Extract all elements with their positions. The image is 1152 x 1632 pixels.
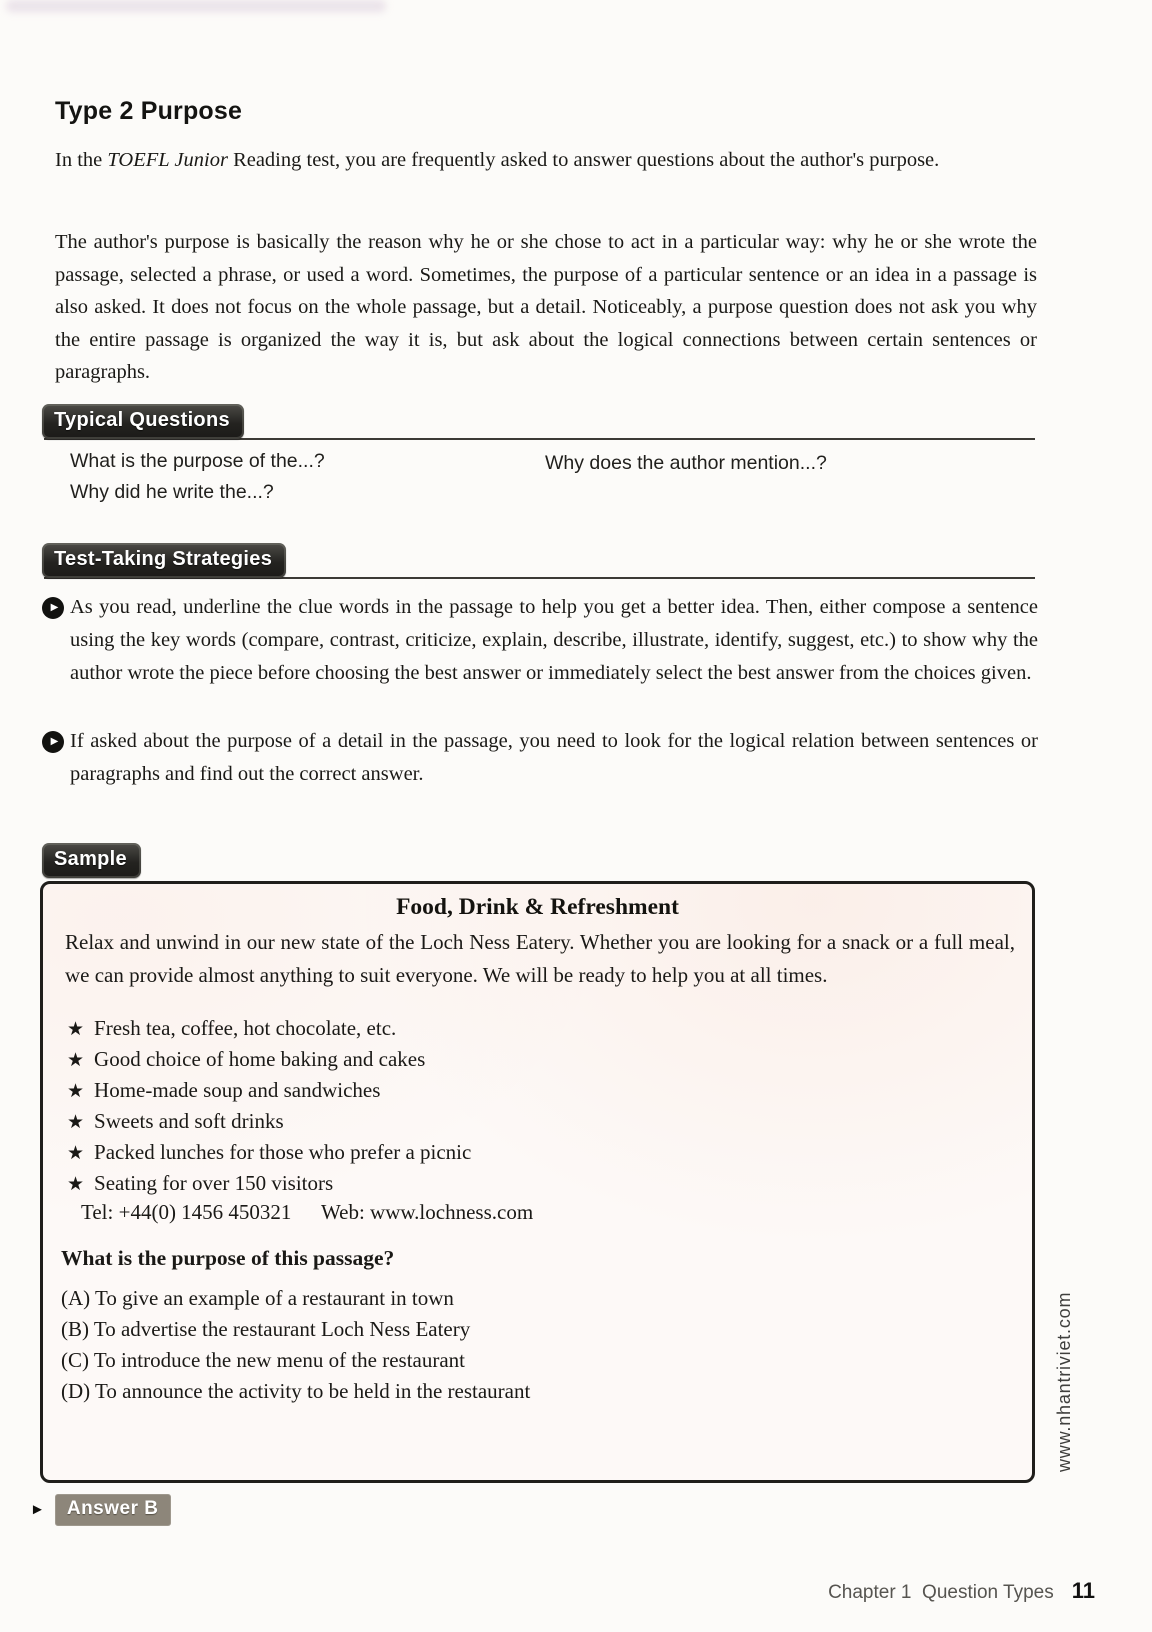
play-circle-bullet-icon: ▶ <box>42 597 64 619</box>
answer-options <box>61 1286 530 1410</box>
typical-question: Why does the author mention...? <box>545 452 827 474</box>
feature-item <box>67 1171 471 1202</box>
feature-item <box>67 1078 471 1109</box>
sample-passage-box <box>40 881 1035 1483</box>
page-number: 11 <box>1071 1578 1095 1603</box>
feature-list <box>67 1016 471 1202</box>
feature-item <box>67 1047 471 1078</box>
answer-option-b: (B) To advertise the restaurant Loch Ness Eatery <box>61 1317 471 1341</box>
answer-option-a: (A) To give an example of a restaurant in town <box>61 1286 454 1310</box>
typical-questions-header <box>42 404 1035 441</box>
star-icon: ★ <box>67 1143 85 1164</box>
star-icon: ★ <box>67 1019 85 1040</box>
page-footer <box>675 1560 1095 1622</box>
test-taking-strategies-badge: Test-Taking Strategies <box>42 543 286 578</box>
answer-option-c: (C) To introduce the new menu of the restaurant <box>61 1348 466 1372</box>
feature-text: Fresh tea, coffee, hot chocolate, etc. <box>94 1016 397 1040</box>
feature-text: Home-made soup and sandwiches <box>94 1078 381 1102</box>
feature-item <box>67 1140 471 1171</box>
star-icon: ★ <box>67 1112 85 1133</box>
sample-badge: Sample <box>42 843 141 878</box>
body-paragraph: The author's purpose is basically the reason why he or she chose to act in a particular way: why he or she wrote the passage, selected a phrase, or used a word. Sometimes, the purpose of a particular sentence or an idea in a passage is also asked. It does not focus on the whole passage, but a detail. Noticeably, a purpose question does not ask you why the entire passage is organized the way it is, but ask about the logical connections between certain sentences or paragraphs. <box>55 231 1037 383</box>
strategy-item <box>42 725 1038 791</box>
arrow-right-icon: ► <box>30 1501 45 1518</box>
passage-paragraph: Relax and unwind in our new state of the Loch Ness Eatery. Whether you are looking for a snack or a full meal, we can provide almost anything to suit everyone. We will be ready to help you at all times. <box>65 930 1015 987</box>
sample-question: What is the purpose of this passage? <box>61 1246 395 1270</box>
feature-item <box>67 1016 471 1047</box>
passage-title: Food, Drink & Refreshment <box>396 894 679 920</box>
typical-question: What is the purpose of the...? <box>70 450 325 472</box>
website-url: Web: www.lochness.com <box>321 1200 534 1224</box>
play-circle-bullet-icon: ▶ <box>42 731 64 753</box>
intro-pre: In the <box>55 149 108 171</box>
intro-italic-term: TOEFL Junior <box>107 149 228 171</box>
feature-item <box>67 1109 471 1140</box>
telephone-number: Tel: +44(0) 1456 450321 <box>81 1200 292 1224</box>
feature-text: Packed lunches for those who prefer a picnic <box>94 1140 472 1164</box>
feature-text: Sweets and soft drinks <box>94 1109 284 1133</box>
scan-artifact <box>6 0 386 12</box>
sample-header <box>42 843 141 878</box>
answer-row <box>30 1494 171 1526</box>
strategy-text: If asked about the purpose of a detail in the passage, you need to look for the logical relation between sentences or paragraphs and find out the correct answer. <box>70 730 1038 785</box>
strategy-text: As you read, underline the clue words in the passage to help you get a better idea. Then, either compose a sentence using the key words (compare, contrast, criticize, explain, describe, illustrate, identify, suggest, etc.) to show why the author wrote the piece before choosing the best answer or immediately select the best answer from the choices given. <box>70 596 1038 684</box>
strategy-item <box>42 591 1038 690</box>
star-icon: ★ <box>67 1050 85 1071</box>
test-taking-strategies-header <box>42 543 1035 580</box>
answer-badge: Answer B <box>55 1494 171 1526</box>
chapter-label: Chapter 1 Question Types <box>828 1582 1054 1603</box>
intro-paragraph <box>55 144 1035 177</box>
star-icon: ★ <box>67 1174 85 1195</box>
typical-question: Why did he write the...? <box>70 481 274 503</box>
typical-questions-badge: Typical Questions <box>42 404 244 439</box>
feature-text: Seating for over 150 visitors <box>94 1171 334 1195</box>
feature-text: Good choice of home baking and cakes <box>94 1047 426 1071</box>
star-icon: ★ <box>67 1081 85 1102</box>
answer-option-d: (D) To announce the activity to be held in the restaurant <box>61 1379 531 1403</box>
page-title: Type 2 Purpose <box>55 97 243 125</box>
publisher-website-vertical: www.nhantriviet.com <box>1054 1291 1074 1473</box>
intro-post: Reading test, you are frequently asked to answer questions about the author's purpose. <box>227 149 940 171</box>
